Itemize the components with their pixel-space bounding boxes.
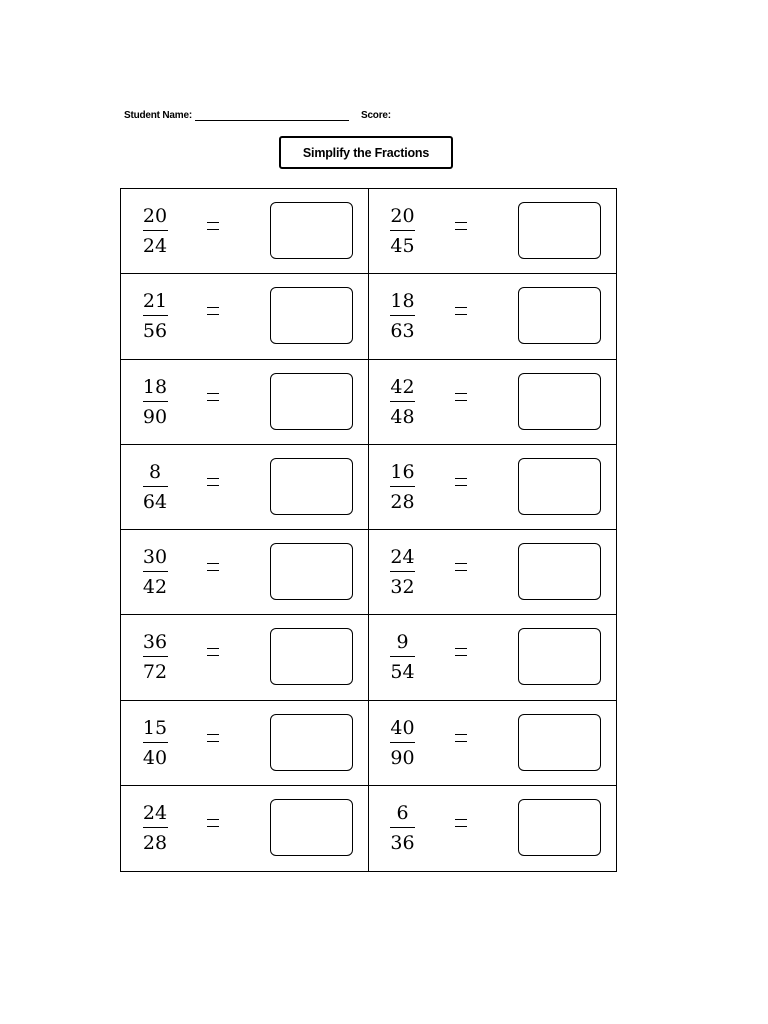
fraction-bar <box>390 656 415 657</box>
worksheet-header <box>124 110 391 121</box>
fraction-bar <box>143 315 168 316</box>
fraction <box>141 461 169 513</box>
denominator: 64 <box>142 490 168 513</box>
fraction <box>389 376 417 428</box>
numerator: 21 <box>142 290 168 313</box>
answer-box[interactable] <box>270 799 353 856</box>
equals-sign <box>207 819 219 827</box>
numerator: 20 <box>142 205 168 227</box>
fraction <box>389 717 417 769</box>
numerator: 18 <box>142 375 168 398</box>
problem-cell <box>121 530 369 615</box>
problem-cell <box>121 615 369 700</box>
answer-box[interactable] <box>270 458 353 515</box>
fraction-bar <box>143 827 168 828</box>
equals-sign <box>455 819 467 827</box>
answer-box[interactable] <box>518 458 601 515</box>
fraction <box>389 461 417 513</box>
problem-cell <box>369 701 617 786</box>
student-name-field[interactable] <box>195 110 349 121</box>
fraction-bar <box>390 742 415 743</box>
equals-sign <box>455 393 467 401</box>
equals-sign <box>455 307 467 315</box>
fraction <box>141 290 169 342</box>
fraction <box>389 802 417 854</box>
answer-box[interactable] <box>518 714 601 771</box>
problem-cell <box>121 786 369 871</box>
problem-cell <box>369 360 617 445</box>
equals-sign <box>207 393 219 401</box>
fraction <box>141 205 169 257</box>
denominator: 90 <box>142 405 168 428</box>
equals-sign <box>207 648 219 656</box>
equals-sign <box>207 563 219 571</box>
numerator: 6 <box>396 801 409 824</box>
numerator: 15 <box>142 716 168 739</box>
fraction-bar <box>390 315 415 316</box>
numerator: 16 <box>390 460 415 483</box>
answer-box[interactable] <box>518 202 601 259</box>
equals-sign <box>207 734 219 742</box>
denominator: 63 <box>390 320 415 343</box>
problem-cell <box>369 786 617 871</box>
equals-sign <box>207 478 219 486</box>
fraction-bar <box>143 401 168 402</box>
fraction-bar <box>390 230 415 231</box>
answer-box[interactable] <box>518 543 601 600</box>
fraction <box>389 205 417 257</box>
fraction <box>141 546 169 598</box>
fraction <box>141 631 169 683</box>
denominator: 36 <box>390 831 415 854</box>
equals-sign <box>207 222 219 230</box>
answer-box[interactable] <box>270 714 353 771</box>
problem-cell <box>369 615 617 700</box>
equals-sign <box>207 307 219 315</box>
fraction-bar <box>143 230 168 231</box>
fraction <box>141 717 169 769</box>
denominator: 42 <box>142 576 168 598</box>
equals-sign <box>455 478 467 486</box>
equals-sign <box>455 648 467 656</box>
answer-box[interactable] <box>270 543 353 600</box>
numerator: 24 <box>142 801 168 824</box>
denominator: 90 <box>390 746 415 769</box>
numerator: 8 <box>148 460 162 483</box>
denominator: 56 <box>142 320 168 343</box>
problem-cell <box>369 445 617 530</box>
numerator: 30 <box>142 546 168 568</box>
student-name-label: Student Name: <box>124 110 192 121</box>
denominator: 54 <box>390 661 415 684</box>
denominator: 45 <box>390 235 415 257</box>
problem-cell <box>369 189 617 274</box>
denominator: 48 <box>390 405 415 428</box>
fraction-bar <box>390 827 415 828</box>
numerator: 20 <box>390 205 415 227</box>
denominator: 72 <box>142 661 168 684</box>
numerator: 42 <box>390 375 415 398</box>
equals-sign <box>455 563 467 571</box>
numerator: 18 <box>390 290 415 313</box>
score-label: Score: <box>360 110 391 121</box>
fraction-bar <box>143 486 168 487</box>
equals-sign <box>455 734 467 742</box>
fraction-bar <box>390 571 415 572</box>
fraction-bar <box>390 401 415 402</box>
denominator: 28 <box>390 490 415 513</box>
denominator: 32 <box>390 576 415 598</box>
numerator: 40 <box>390 716 415 739</box>
fraction <box>389 290 417 342</box>
problem-cell <box>121 189 369 274</box>
answer-box[interactable] <box>270 287 353 344</box>
answer-box[interactable] <box>518 628 601 685</box>
worksheet-title: Simplify the Fractions <box>279 136 453 169</box>
fraction-bar <box>143 742 168 743</box>
equals-sign <box>455 222 467 230</box>
fraction <box>389 631 417 683</box>
numerator: 9 <box>396 631 409 654</box>
problem-cell <box>121 445 369 530</box>
numerator: 36 <box>142 631 168 654</box>
denominator: 24 <box>142 235 168 257</box>
fraction <box>141 802 169 854</box>
answer-box[interactable] <box>518 287 601 344</box>
problem-grid <box>120 188 617 872</box>
answer-box[interactable] <box>270 373 353 430</box>
fraction <box>389 546 417 598</box>
answer-box[interactable] <box>270 202 353 259</box>
problem-cell <box>121 701 369 786</box>
fraction-bar <box>143 571 168 572</box>
answer-box[interactable] <box>518 799 601 856</box>
problem-cell <box>369 530 617 615</box>
numerator: 24 <box>390 546 415 568</box>
fraction-bar <box>390 486 415 487</box>
fraction <box>141 376 169 428</box>
problem-cell <box>121 274 369 359</box>
problem-cell <box>369 274 617 359</box>
fraction-bar <box>143 656 168 657</box>
answer-box[interactable] <box>270 628 353 685</box>
denominator: 28 <box>142 831 168 854</box>
answer-box[interactable] <box>518 373 601 430</box>
problem-cell <box>121 360 369 445</box>
denominator: 40 <box>142 746 168 769</box>
